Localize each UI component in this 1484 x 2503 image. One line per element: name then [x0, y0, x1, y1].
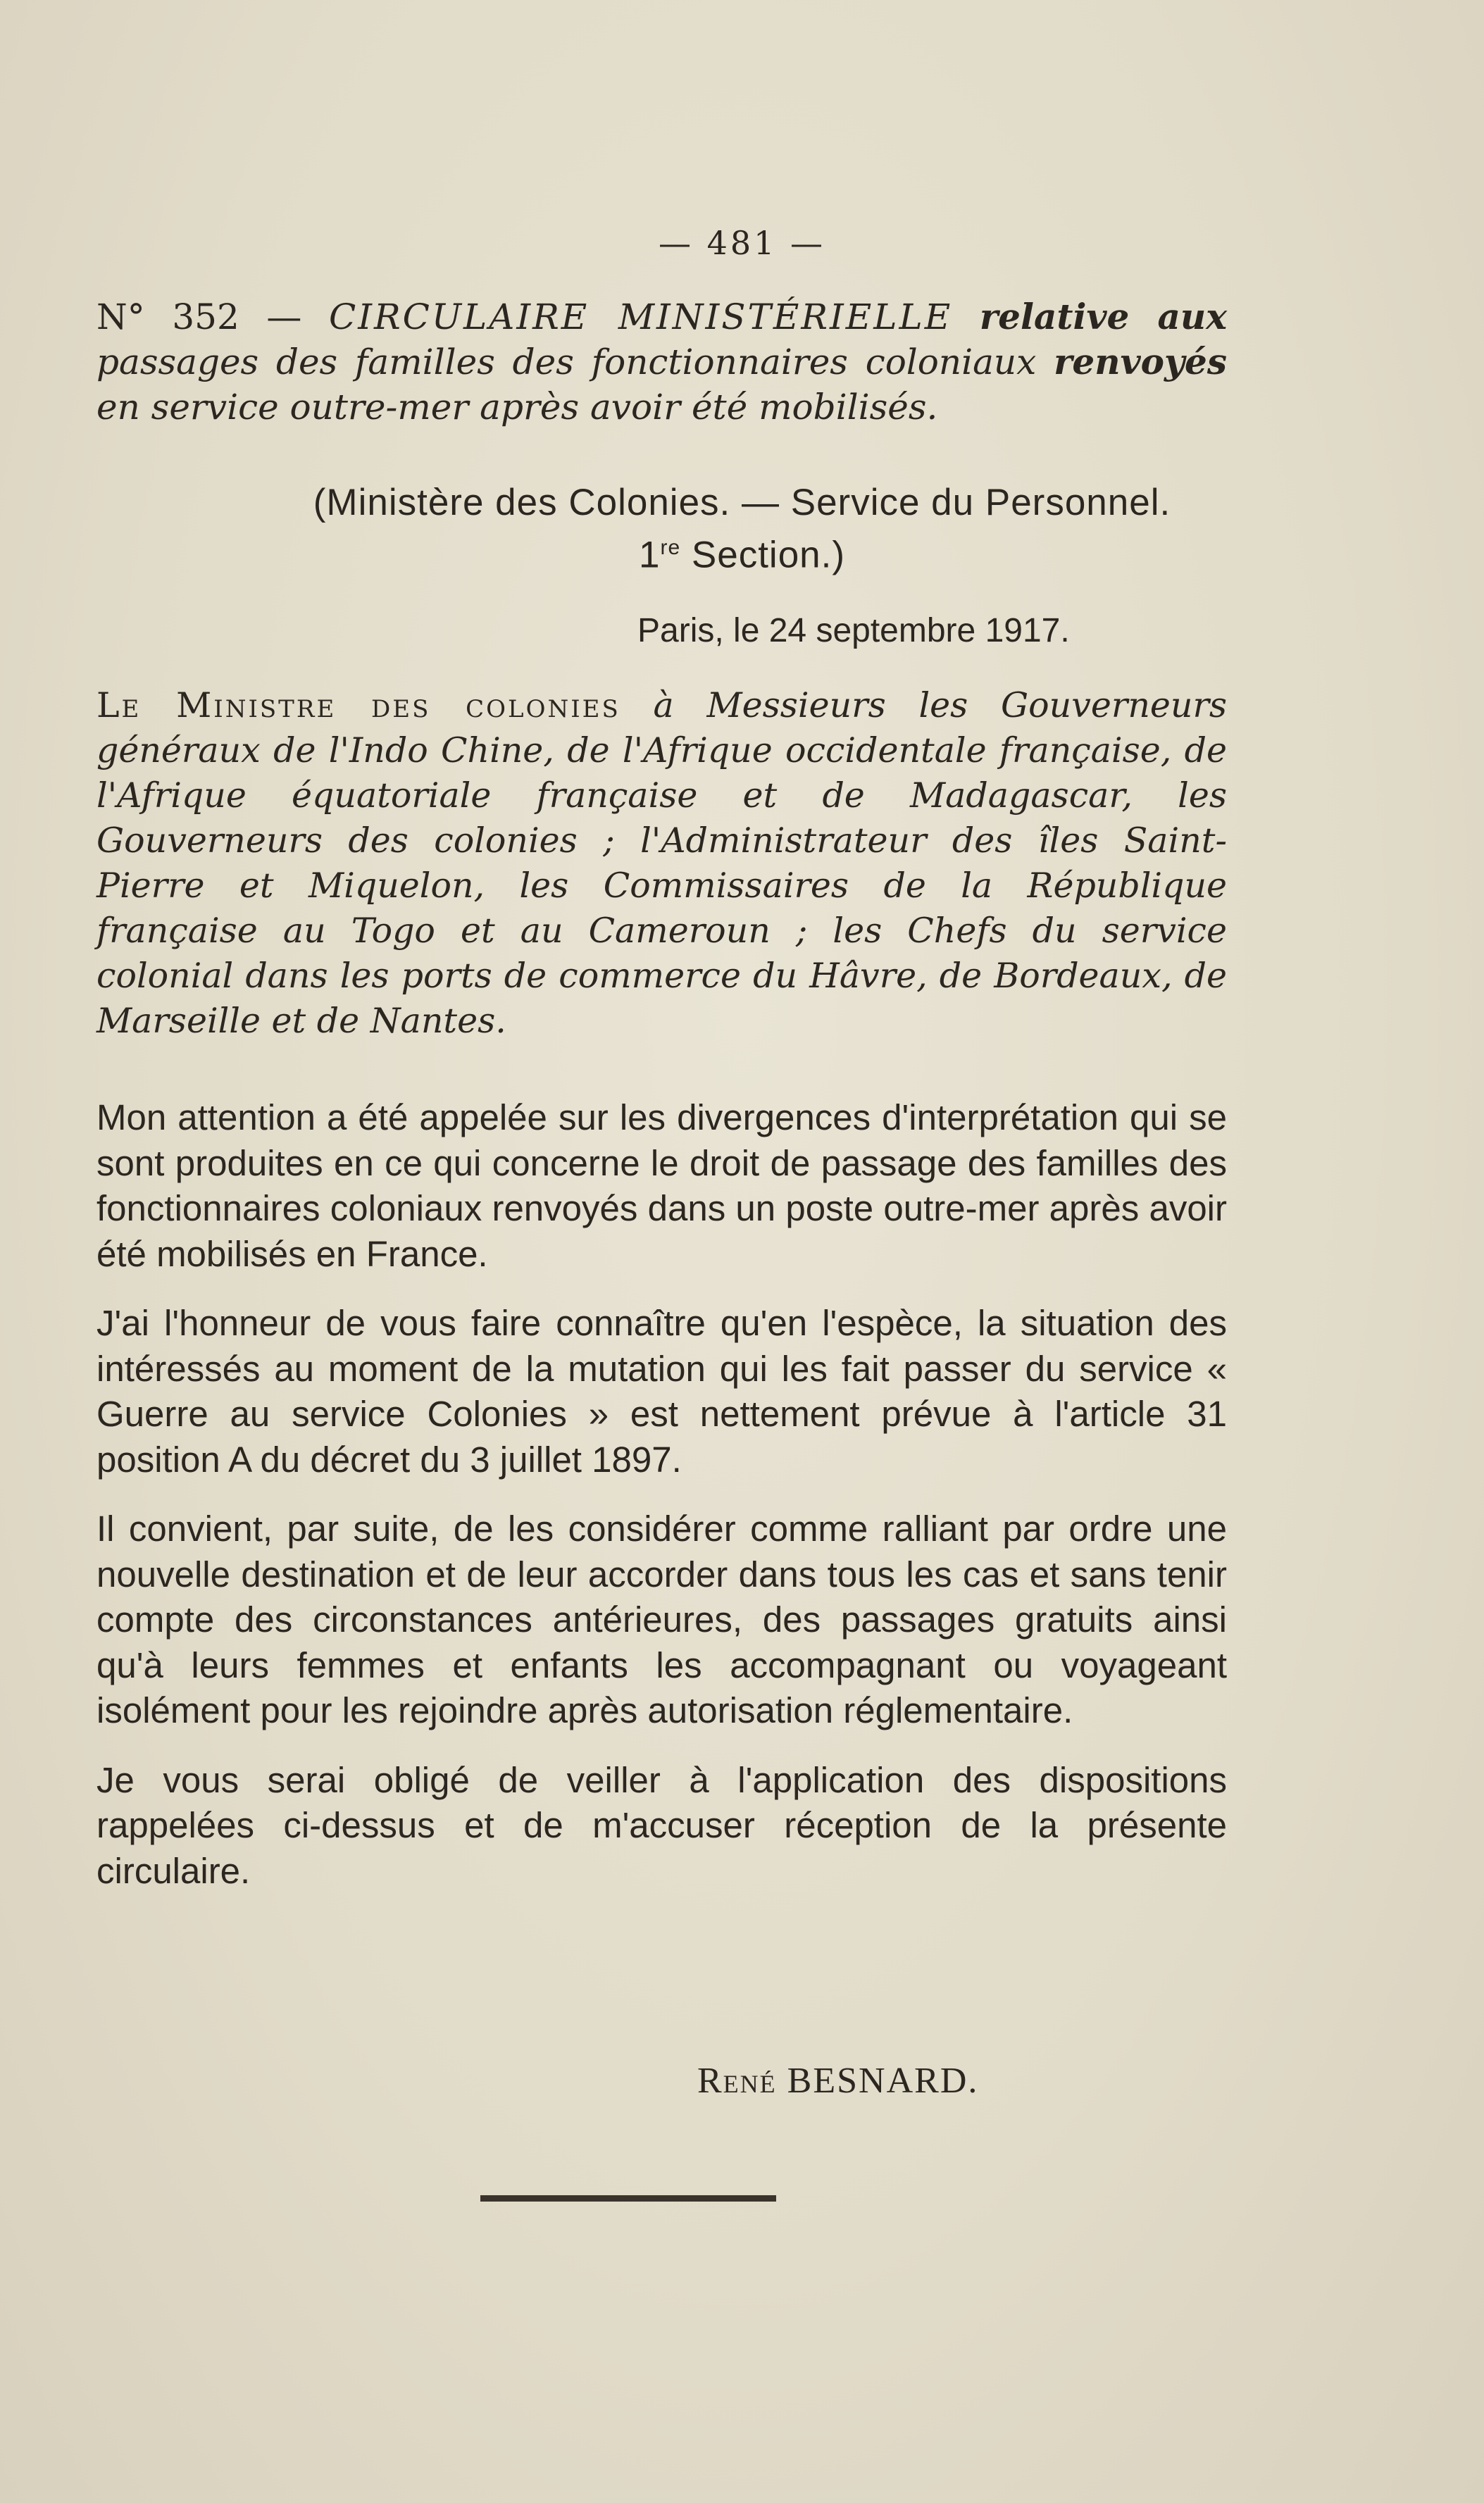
circular-number: N° 352 — [96, 297, 239, 337]
paragraph: Il convient, par suite, de les considérer comme ralliant par ordre une nouvelle destination et de leur accorder dans tous les cas et sans tenir compte des circonstances antérieures, des passages gratuits ainsi qu'à leurs femmes et enfants les accompagnant ou voyageant isolément pour les rejoindre après autorisation réglementaire. — [96, 1509, 1227, 1730]
end-rule — [480, 2195, 776, 2202]
section-superscript: re — [660, 536, 681, 559]
circular-body — [96, 1095, 1227, 1918]
section-number: 1 — [638, 534, 661, 576]
signature-last-name: BESNARD. — [787, 2061, 979, 2101]
heading-renvoyes: renvoyés — [1054, 341, 1227, 382]
signature — [697, 2060, 978, 2102]
paragraph: Je vous serai obligé de veiller à l'application des dispositions rappelées ci-dessus et de m'accuser réception de la présente circulaire. — [96, 1759, 1227, 1891]
address-recipients: à Messieurs les Gouverneurs généraux de l'Indo Chine, de l'Afrique occidentale française, de l'Afrique équatoriale française et de Madagascar, les Gouverneurs des colonies ; l'Administrateur des îles Saint-Pierre et Miquelon, les Commissaires de la République française au Togo et au Cameroun ; les Chefs du service colonial dans les ports de commerce du Hâvre, de Bordeaux, de Marseille et de Nantes. — [96, 685, 1228, 1041]
address-block — [96, 683, 1227, 1044]
section-label: Section.) — [680, 534, 846, 576]
paragraph: J'ai l'honneur de vous faire connaître qu'en l'espèce, la situation des intéressés au moment de la mutation qui les fait passer du service « Guerre au service Colonies » est nettement prévue à l'article 31 position A du décret du 3 juillet 1897. — [96, 1303, 1227, 1480]
heading-dash: — — [266, 297, 302, 337]
circular-heading — [96, 294, 1227, 430]
signature-first-name: René — [697, 2061, 777, 2101]
circular-title: CIRCULAIRE MINISTÉRIELLE — [329, 297, 953, 337]
address-lead: Le Ministre des colonies — [96, 685, 621, 725]
ministry-line: (Ministère des Colonies. — Service du Personnel. — [313, 482, 1171, 523]
heading-line-3: en service outre-mer après avoir été mobilisés. — [96, 387, 938, 427]
paragraph: Mon attention a été appelée sur les divergences d'interprétation qui se sont produites en ce qui concerne le droit de passage des familles des fonctionnaires coloniaux renvoyés dans un poste outre-mer après avoir été mobilisés en France. — [96, 1097, 1227, 1274]
section-line — [0, 525, 1484, 578]
page-number: — 481 — — [658, 224, 826, 262]
heading-line-2: passages des familles des fonctionnaires coloniaux — [96, 342, 1037, 382]
ministry-subheading — [0, 480, 1484, 578]
dateline: Paris, le 24 septembre 1917. — [637, 612, 1070, 649]
heading-relative: relative aux — [979, 296, 1227, 337]
